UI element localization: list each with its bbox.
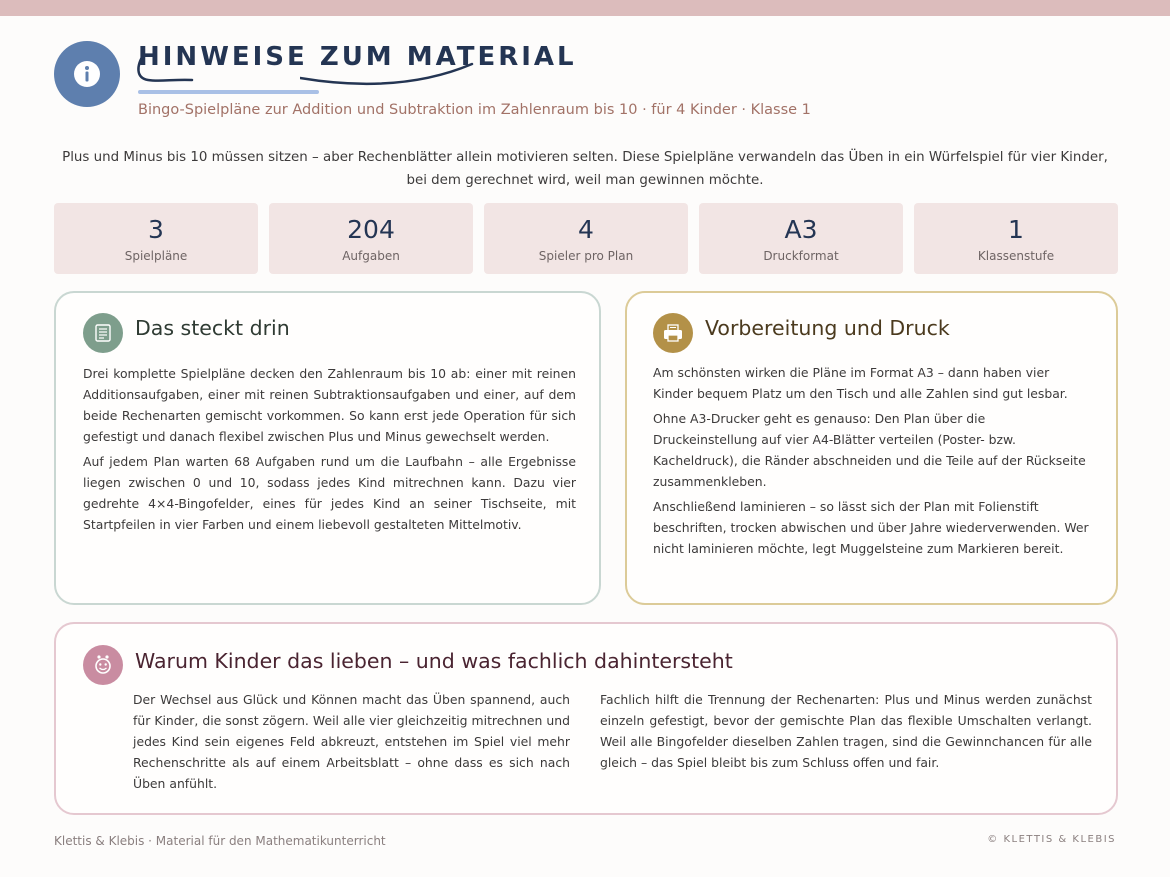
stat-klassenstufe xyxy=(914,203,1118,274)
printer-icon xyxy=(653,313,693,353)
stat-label: Aufgaben xyxy=(342,248,400,263)
stat-aufgaben xyxy=(269,203,473,274)
stat-value: A3 xyxy=(784,214,818,244)
card-body xyxy=(83,363,576,539)
info-icon xyxy=(54,41,120,107)
paragraph: Der Wechsel aus Glück und Können macht das Üben spannend, auch für Kinder, die sonst zögern. Weil alle vier gleichzeitig mitrechnen und jedes Kind sein eigenes Feld abkreuzt, entstehen im Spiel viel mehr Rechenschritte als auf einem Arbeitsblatt – ohne dass es sich nach Üben anfühlt. xyxy=(133,692,570,791)
smiley-icon xyxy=(83,645,123,685)
stat-label: Klassenstufe xyxy=(977,248,1055,263)
stats-row xyxy=(54,203,1118,274)
title-accent-line xyxy=(138,90,319,94)
page-title: HINWEISE ZUM MATERIAL xyxy=(138,42,577,72)
page-subtitle: Bingo-Spielpläne zur Addition und Subtraktion im Zahlenraum bis 10 · für 4 Kinder · Klasse 1 xyxy=(138,102,811,118)
card-column-right xyxy=(600,689,1092,777)
card-title: Das steckt drin xyxy=(135,316,290,340)
paragraph: Ohne A3-Drucker geht es genauso: Den Plan über die Druckeinstellung auf vier A4-Blätter verteilen (Poster- bzw. Kacheldruck), die Ränder abschneiden und die Teile auf der Rückseite zusammenkleben. xyxy=(653,411,1086,489)
intro-text: Plus und Minus bis 10 müssen sitzen – aber Rechenblätter allein motivieren selten. Diese Spielpläne verwandeln das Üben in ein Würfelspiel für vier Kinder, bei dem gerechnet wird, weil man gewinnen möchte. xyxy=(62,150,1108,188)
card-title: Vorbereitung und Druck xyxy=(705,316,950,340)
card-contents xyxy=(54,291,601,605)
stat-label: Spieler pro Plan xyxy=(538,248,634,263)
stat-value: 4 xyxy=(578,214,594,244)
paragraph: Auf jedem Plan warten 68 Aufgaben rund um die Laufbahn – alle Ergebnisse liegen zwischen 0 und 10, sodass jedes Kind mitrechnen kann. Dazu vier gedrehte 4×4-Bingofelder, eines für jedes Kind an seiner Tischseite, mit Startpfeilen in vier Farben und einem liebevoll gestalteten Mittelmotiv. xyxy=(83,454,576,532)
stat-druckformat xyxy=(699,203,903,274)
paragraph: Drei komplette Spielpläne decken den Zahlenraum bis 10 ab: einer mit reinen Additionsaufgaben, einer mit reinen Subtraktionsaufgaben und einer, auf dem beide Rechenarten gemischt vorkommen. So kann erst jede Operation für sich gefestigt und danach flexibel zwischen Plus und Minus gewechselt werden. xyxy=(83,366,576,444)
paragraph: Anschließend laminieren – so lässt sich der Plan mit Folienstift beschriften, trocken abwischen und über Jahre wiederverwenden. Wer nicht laminieren möchte, legt Muggelsteine zum Markieren bereit. xyxy=(653,499,1089,556)
card-title: Warum Kinder das lieben – und was fachlich dahintersteht xyxy=(135,649,733,673)
stat-label: Druckformat xyxy=(763,248,839,263)
checklist-icon xyxy=(83,313,123,353)
footer-left: Klettis & Klebis · Material für den Mathematikunterricht xyxy=(54,834,386,848)
top-bar xyxy=(0,0,1170,16)
stat-value: 1 xyxy=(1008,214,1024,244)
stat-value: 3 xyxy=(148,214,164,244)
card-why xyxy=(54,622,1118,815)
stat-value: 204 xyxy=(347,214,395,244)
card-body xyxy=(653,362,1089,563)
footer-copyright: © KLETTIS & KLEBIS xyxy=(987,834,1116,845)
stat-spieler xyxy=(484,203,688,274)
card-column-left xyxy=(133,689,570,798)
stat-label: Spielpläne xyxy=(124,248,188,263)
card-preparation xyxy=(625,291,1118,605)
title-underline-swoosh xyxy=(300,60,480,90)
paragraph: Am schönsten wirken die Pläne im Format A3 – dann haben vier Kinder bequem Platz um den Tisch und alle Zahlen sind gut lesbar. xyxy=(653,365,1068,401)
paragraph: Fachlich hilft die Trennung der Rechenarten: Plus und Minus werden zunächst einzeln gefestigt, bevor der gemischte Plan das flexible Umschalten verlangt. Weil alle Bingofelder dieselben Zahlen tragen, sind die Gewinnchancen für alle gleich – das Spiel bleibt bis zum Schluss offen und fair. xyxy=(600,692,1092,770)
stat-spielplaene xyxy=(54,203,258,274)
